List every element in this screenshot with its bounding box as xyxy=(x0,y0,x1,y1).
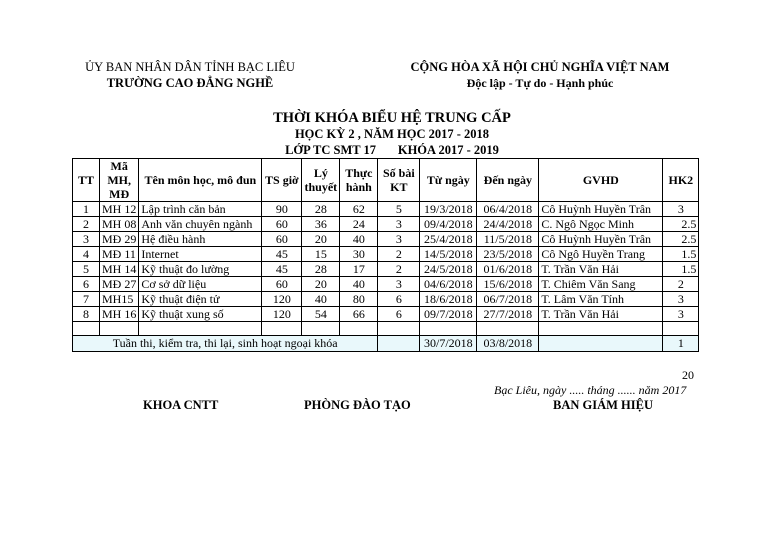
total-hk2: 20 xyxy=(682,368,694,382)
cell-practice: 40 xyxy=(340,277,378,292)
cell-subject: Hệ điều hành xyxy=(139,232,262,247)
cell-to-date: 24/4/2018 xyxy=(477,217,539,232)
cell-from-date: 09/7/2018 xyxy=(420,307,477,322)
cell-from-date: 24/5/2018 xyxy=(420,262,477,277)
summary-row xyxy=(73,336,699,352)
cell-to-date: 06/4/2018 xyxy=(477,202,539,217)
cell-to-date: 01/6/2018 xyxy=(477,262,539,277)
cell-total-hours: 60 xyxy=(262,277,302,292)
cell-tests: 3 xyxy=(378,232,420,247)
cell-theory: 40 xyxy=(302,292,340,307)
cell-from-date: 25/4/2018 xyxy=(420,232,477,247)
cell-teacher: Cô Ngô Huyền Trang xyxy=(539,247,663,262)
cell-code: MH 16 xyxy=(100,307,139,322)
col-header-total-hours: TS giờ xyxy=(262,159,302,202)
cell-practice: 24 xyxy=(340,217,378,232)
cell-to-date: 06/7/2018 xyxy=(477,292,539,307)
cell-theory: 54 xyxy=(302,307,340,322)
cell-teacher: C. Ngô Ngọc Minh xyxy=(539,217,663,232)
cell-theory: 28 xyxy=(302,262,340,277)
col-header-theory: Lý thuyết xyxy=(302,159,340,202)
blank-row xyxy=(73,322,699,336)
table-row xyxy=(73,262,699,277)
cell-from-date: 04/6/2018 xyxy=(420,277,477,292)
signature-faculty: KHOA CNTT xyxy=(143,398,219,412)
cell-total-hours: 60 xyxy=(262,217,302,232)
cell-tests: 3 xyxy=(378,277,420,292)
table-row xyxy=(73,202,699,217)
cell-code: MH15 xyxy=(100,292,139,307)
signature-training-office: PHÒNG ĐÀO TẠO xyxy=(304,398,411,412)
cell-code: MH 12 xyxy=(100,202,139,217)
cell-teacher: Cô Huỳnh Huyền Trân xyxy=(539,232,663,247)
table-header-row xyxy=(73,159,699,202)
cell-hk2: 3 xyxy=(663,307,699,322)
table-row xyxy=(73,292,699,307)
cell-to-date: 23/5/2018 xyxy=(477,247,539,262)
cell-hk2: 3 xyxy=(663,202,699,217)
cell-practice: 66 xyxy=(340,307,378,322)
cell-teacher: T. Chiêm Văn Sang xyxy=(539,277,663,292)
cell-theory: 20 xyxy=(302,232,340,247)
cell-theory: 28 xyxy=(302,202,340,217)
cell-hk2: 2 xyxy=(663,277,699,292)
cell-total-hours: 90 xyxy=(262,202,302,217)
col-header-hk2: HK2 xyxy=(663,159,699,202)
cell-subject: Cơ sở dữ liệu xyxy=(139,277,262,292)
table-row xyxy=(73,307,699,322)
col-header-tests: Số bài KT xyxy=(378,159,420,202)
cell-teacher: T. Lâm Văn Tính xyxy=(539,292,663,307)
cell-total-hours: 120 xyxy=(262,292,302,307)
cell-to-date: 11/5/2018 xyxy=(477,232,539,247)
table-row xyxy=(73,277,699,292)
cell-hk2: 2.5 xyxy=(663,217,699,232)
signature-board: BAN GIÁM HIỆU xyxy=(553,398,654,412)
cell-tt: 5 xyxy=(73,262,100,277)
schedule-table xyxy=(72,158,699,352)
col-header-to-date: Đến ngày xyxy=(477,159,539,202)
summary-label: Tuần thi, kiểm tra, thi lại, sinh hoạt ngoại khóa xyxy=(73,336,378,352)
cell-practice: 17 xyxy=(340,262,378,277)
national-title: CỘNG HÒA XÃ HỘI CHỦ NGHĨA VIỆT NAM xyxy=(410,60,670,74)
cell-to-date: 27/7/2018 xyxy=(477,307,539,322)
cell-tests: 6 xyxy=(378,292,420,307)
col-header-code: Mã MH, MĐ xyxy=(100,159,139,202)
col-header-practice: Thực hành xyxy=(340,159,378,202)
cell-tt: 2 xyxy=(73,217,100,232)
cell-from-date: 14/5/2018 xyxy=(420,247,477,262)
cell-code: MĐ 11 xyxy=(100,247,139,262)
col-header-from-date: Từ ngày xyxy=(420,159,477,202)
cell-subject: Lập trình căn bản xyxy=(139,202,262,217)
cell-hk2: 1.5 xyxy=(663,247,699,262)
cell-total-hours: 45 xyxy=(262,247,302,262)
cell-from-date: 09/4/2018 xyxy=(420,217,477,232)
cell-tests: 2 xyxy=(378,262,420,277)
cell-tt: 8 xyxy=(73,307,100,322)
cell-to-date: 15/6/2018 xyxy=(477,277,539,292)
cell-practice: 62 xyxy=(340,202,378,217)
cell-tests: 2 xyxy=(378,247,420,262)
cell-theory: 36 xyxy=(302,217,340,232)
cell-practice: 40 xyxy=(340,232,378,247)
col-header-tt: TT xyxy=(73,159,100,202)
province-committee: ỦY BAN NHÂN DÂN TỈNH BẠC LIÊU xyxy=(85,60,295,74)
cell-tt: 6 xyxy=(73,277,100,292)
cell-subject: Kỹ thuật điện tử xyxy=(139,292,262,307)
col-header-subject: Tên môn học, mô đun xyxy=(139,159,262,202)
cell-from-date: 19/3/2018 xyxy=(420,202,477,217)
cell-tt: 3 xyxy=(73,232,100,247)
cell-hk2: 2.5 xyxy=(663,232,699,247)
col-header-teacher: GVHD xyxy=(539,159,663,202)
cell-total-hours: 60 xyxy=(262,232,302,247)
cell-teacher: T. Trần Văn Hải xyxy=(539,307,663,322)
cell-code: MĐ 29 xyxy=(100,232,139,247)
cell-from-date: 18/6/2018 xyxy=(420,292,477,307)
cell-hk2: 1.5 xyxy=(663,262,699,277)
cell-teacher: T. Trần Văn Hải xyxy=(539,262,663,277)
cell-practice: 80 xyxy=(340,292,378,307)
page-title: THỜI KHÓA BIỂU HỆ TRUNG CẤP xyxy=(273,110,511,126)
cell-theory: 20 xyxy=(302,277,340,292)
cell-code: MH 08 xyxy=(100,217,139,232)
national-motto: Độc lập - Tự do - Hạnh phúc xyxy=(466,76,614,90)
cell-subject: Internet xyxy=(139,247,262,262)
school-name: TRƯỜNG CAO ĐẲNG NGHỀ xyxy=(106,76,274,90)
summary-hk2: 1 xyxy=(663,336,699,352)
cell-tt: 7 xyxy=(73,292,100,307)
cell-total-hours: 45 xyxy=(262,262,302,277)
cell-hk2: 3 xyxy=(663,292,699,307)
cell-subject: Kỹ thuật đo lường xyxy=(139,262,262,277)
semester-line: HỌC KỲ 2 , NĂM HỌC 2017 - 2018 xyxy=(294,127,490,141)
cell-practice: 30 xyxy=(340,247,378,262)
cell-theory: 15 xyxy=(302,247,340,262)
cell-tests: 6 xyxy=(378,307,420,322)
cell-code: MĐ 27 xyxy=(100,277,139,292)
cell-subject: Kỹ thuật xung số xyxy=(139,307,262,322)
cell-total-hours: 120 xyxy=(262,307,302,322)
cell-code: MH 14 xyxy=(100,262,139,277)
cell-tests: 3 xyxy=(378,217,420,232)
table-row xyxy=(73,217,699,232)
cell-tests: 5 xyxy=(378,202,420,217)
class-line: LỚP TC SMT 17 KHÓA 2017 - 2019 xyxy=(285,143,499,157)
cell-tt: 4 xyxy=(73,247,100,262)
summary-from-date: 30/7/2018 xyxy=(420,336,477,352)
cell-tt: 1 xyxy=(73,202,100,217)
table-row xyxy=(73,247,699,262)
summary-to-date: 03/8/2018 xyxy=(477,336,539,352)
place-date: Bạc Liêu, ngày ..... tháng ...... năm 2017 xyxy=(494,383,687,397)
table-row xyxy=(73,232,699,247)
cell-teacher: Cô Huỳnh Huyền Trân xyxy=(539,202,663,217)
cell-subject: Anh văn chuyên ngành xyxy=(139,217,262,232)
